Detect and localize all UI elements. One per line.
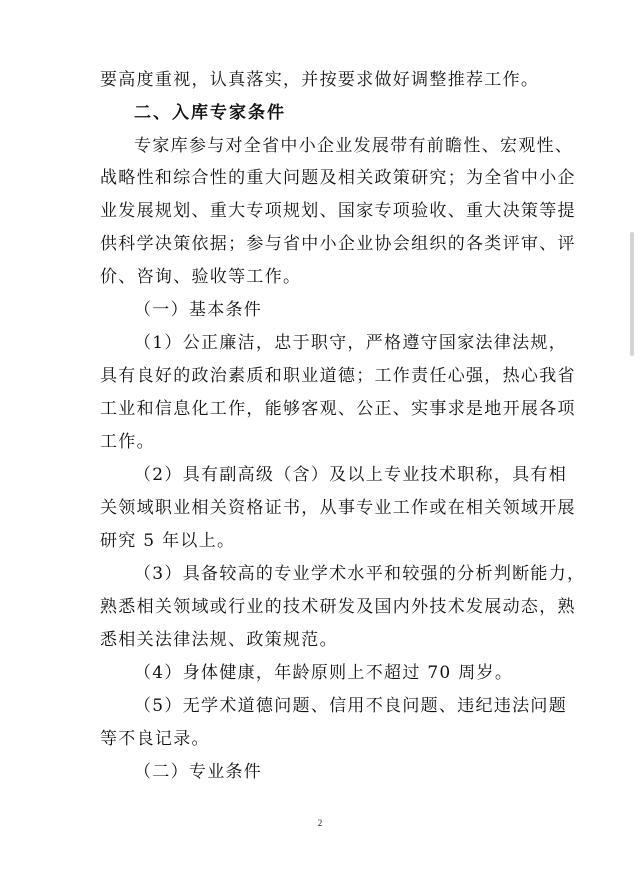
body-line: （5）无学术道德问题、信用不良问题、违纪违法问题 [134,696,568,716]
page-number: 2 [317,818,323,828]
scrollbar-thumb[interactable] [630,232,634,356]
body-line: 研究 5 年以上。 [100,531,236,551]
body-line: 等不良记录。 [100,729,210,749]
body-line: （2）具有副高级（含）及以上专业技术职称，具有相 [134,465,568,485]
body-line: 专家库参与对全省中小企业发展带有前瞻性、宏观性、 [134,136,574,156]
body-line: 供科学决策依据；参与省中小企业协会组织的各类评审、评 [100,234,576,254]
body-line: 悉相关法律法规、政策规范。 [100,630,338,650]
body-line: 熟悉相关领域或行业的技术研发及国内外技术发展动态，熟 [100,597,576,617]
body-line: 业发展规划、重大专项规划、国家专项验收、重大决策等提 [100,201,576,221]
body-line: 工作。 [100,432,155,452]
subsection-heading: （二）专业条件 [134,762,263,782]
subsection-heading: （一）基本条件 [134,300,263,320]
section-heading: 二、入库专家条件 [134,103,286,123]
body-line: 工业和信息化工作，能够客观、公正、实事求是地开展各项 [100,399,576,419]
body-line: 价、咨询、验收等工作。 [100,267,302,287]
body-line: （3）具备较高的专业学术水平和较强的分析判断能力， [134,564,586,584]
body-line: 要高度重视，认真落实，并按要求做好调整推荐工作。 [100,70,540,90]
body-line: 关领域职业相关资格证书，从事专业工作或在相关领域开展 [100,498,576,518]
body-line: 具有良好的政治素质和职业道德；工作责任心强，热心我省 [100,366,576,386]
body-line: （4）身体健康，年龄原则上不超过 70 周岁。 [134,663,514,683]
body-line: （1）公正廉洁，忠于职守，严格遵守国家法律法规， [134,333,568,353]
body-line: 战略性和综合性的重大问题及相关政策研究；为全省中小企 [100,168,576,188]
